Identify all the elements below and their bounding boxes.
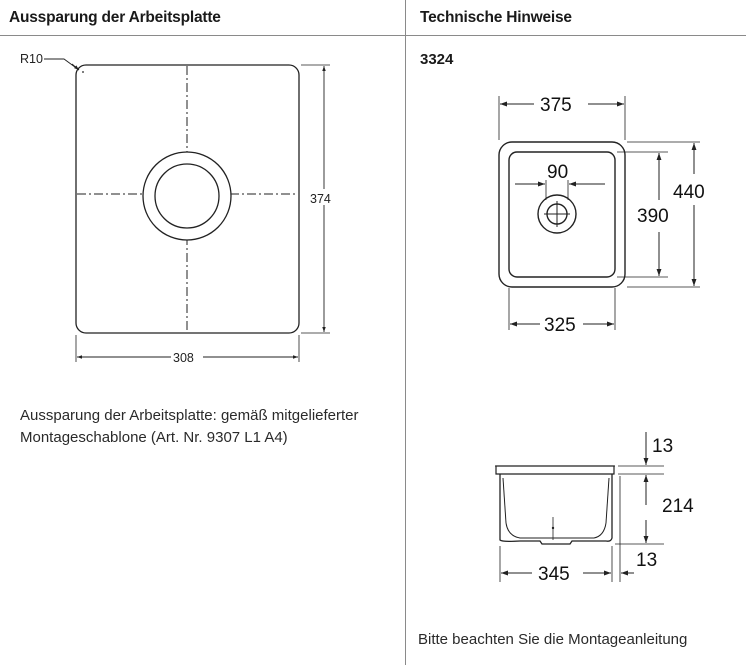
radius-leader	[44, 59, 79, 70]
installation-note: Bitte beachten Sie die Montageanleitung	[418, 631, 688, 648]
cutout-note	[20, 405, 359, 449]
cutout-note-line1: Aussparung der Arbeitsplatte: gemäß mitgelieferter	[20, 407, 359, 424]
left-header-title: Aussparung der Arbeitsplatte	[9, 9, 221, 26]
inner-depth-label: 390	[637, 206, 669, 227]
sink-rim	[496, 466, 614, 474]
cutout-height-label: 374	[310, 192, 331, 206]
sink-basin-profile	[500, 474, 612, 544]
depth-label: 214	[662, 496, 694, 517]
cutout-drawing	[44, 59, 330, 362]
sink-top-view	[499, 96, 700, 330]
offset-label: 13	[636, 550, 658, 571]
cutout-radius-label: R10	[20, 52, 43, 66]
side-width-label: 345	[538, 564, 570, 585]
model-number: 3324	[420, 51, 454, 68]
drain-label: 90	[547, 162, 569, 183]
outer-width-label: 375	[540, 95, 572, 116]
rim-thickness-label: 13	[652, 436, 674, 457]
right-header-title: Technische Hinweise	[420, 9, 572, 26]
outer-depth-label: 440	[673, 182, 705, 203]
cutout-drain-inner	[155, 164, 219, 228]
cutout-note-line2: Montageschablone (Art. Nr. 9307 L1 A4)	[20, 429, 288, 446]
inner-width-label: 325	[544, 315, 576, 336]
cutout-width-label: 308	[173, 351, 194, 365]
